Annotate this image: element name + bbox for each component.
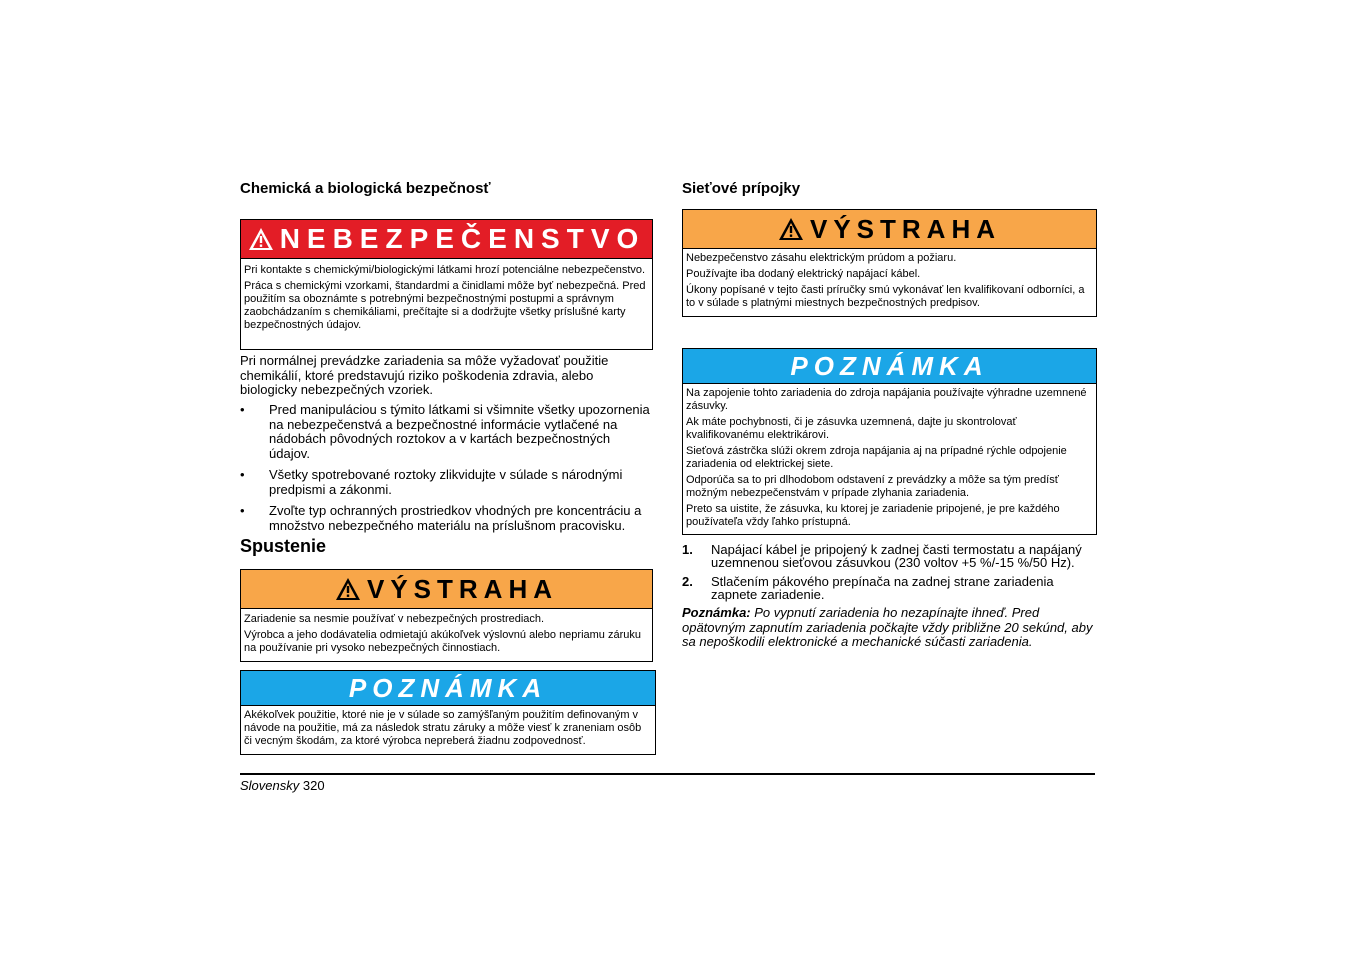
notice-box (682, 348, 1097, 535)
notice-box-line: Odporúča sa to pri dlhodobom odstavení z prevádzky a môže sa tým predísť možným nebezpečenstvám v prípade zlyhania zariadenia. (686, 474, 1059, 499)
section-heading-network: Sieťové prípojky (682, 180, 801, 197)
intro-paragraph: Pri normálnej prevádzke zariadenia sa môže vyžadovať použitie chemikálií, ktoré predstavujú riziko poškodenia zdravia, alebo biologicky nebezpečných vzoriek. (240, 353, 609, 397)
list-item (240, 403, 654, 461)
bullet-marker: • (240, 467, 245, 482)
warning-box-header (241, 570, 652, 609)
warning-box-line: Výrobca a jeho dodávatelia odmietajú akúkoľvek výslovnú alebo nepriamu záruku na používanie pri vysoko nebezpečných činnostiach. (244, 629, 641, 654)
bullet-marker: • (240, 503, 245, 518)
notice-box-title: POZNÁMKA (790, 350, 989, 381)
notice-box-line: Akékoľvek použitie, ktoré nie je v súlade so zamýšľaným použitím definovaným v návode na použitie, má za následok stratu záruky a môže viesť k zraneniam osôb či vecným škodám, za ktoré výrobca nepreberá žiadnu zodpovednosť. (244, 709, 642, 747)
danger-box (240, 219, 653, 350)
warning-triangle-icon (335, 577, 361, 601)
list-item-text: Zvoľte typ ochranných prostriedkov vhodných pre koncentráciu a množstvo nebezpečného materiálu na príslušnom pracovisku. (269, 503, 642, 533)
danger-box-line: Pri kontakte s chemickými/biologickými látkami hrozí potenciálne nebezpečenstvo. (244, 264, 646, 276)
warning-box-line: Zariadenie sa nesmie používať v nebezpečných prostrediach. (244, 613, 545, 625)
notice-box-line: Sieťová zástrčka slúži okrem zdroja napájania aj na prípadné rýchle odpojenie zariadenia od elektrickej siete. (686, 445, 1067, 470)
footer (240, 778, 325, 793)
warning-box-title: VÝSTRAHA (366, 573, 558, 604)
footer-rule (240, 773, 1095, 775)
warning-box-header (683, 210, 1096, 249)
notice-box-line: Preto sa uistite, že zásuvka, ku ktorej je zariadenie pripojené, je pre každého používateľa vždy ľahko prístupná. (686, 503, 1060, 528)
step-text: Napájací kábel je pripojený k zadnej časti termostatu a napájaný uzemnenou sieťovou zásuvkou (230 voltov +5 %/-15 %/50 Hz). (711, 542, 1082, 570)
section-heading-startup: Spustenie (240, 536, 327, 556)
list-item (240, 468, 654, 497)
step-number: 2. (682, 574, 693, 589)
note-text: Po vypnutí zariadenia ho nezapínajte ihneď. Pred opätovným zapnutím zariadenia počkajte vždy približne 20 sekúnd, aby sa nepoškodili elektronické a mechanické súčasti zariadenia. (682, 605, 1093, 649)
notice-box-line: Na zapojenie tohto zariadenia do zdroja napájania používajte výhradne uzemnené zásuvky. (686, 387, 1087, 412)
step-item (682, 543, 1096, 569)
warning-box-line: Používajte iba dodaný elektrický napájací kábel. (686, 268, 921, 280)
notice-box-header (683, 349, 1096, 384)
bullet-marker: • (240, 402, 245, 417)
warning-box-line: Úkony popísané v tejto časti príručky smú vykonávať len kvalifikovaní odborníci, a to v súlade s platnými miestnych bezpečnostných predpisov. (686, 284, 1085, 309)
danger-box-title: NEBEZPEČENSTVO (279, 223, 646, 254)
footer-page-number: 320 (302, 778, 325, 793)
steps-list (682, 543, 1096, 607)
list-item-text: Pred manipuláciou s týmito látkami si všimnite všetky upozornenia na nebezpečenstvá a bezpečnostné informácie vytlačené na nádobách pôvodných roztokov a v kartách bezpečnostných údajov. (269, 402, 650, 461)
warning-box (240, 569, 653, 662)
warning-box-title: VÝSTRAHA (809, 213, 1001, 244)
warning-box (682, 209, 1097, 317)
list-item (240, 504, 654, 533)
notice-box (240, 670, 656, 755)
danger-box-line: Práca s chemickými vzorkami, štandardmi a činidlami môže byť nebezpečná. Pred použitím sa oboznámte s potrebnými bezpečnostnými postupmi a správnym zaobchádzaním s chemikáliami, prečítajte si a dodržujte všetky príslušné karty bezpečnostných údajov. (244, 280, 646, 331)
danger-box-header (241, 220, 652, 259)
notice-box-header (241, 671, 655, 706)
warning-triangle-icon (248, 227, 274, 251)
bullet-list (240, 403, 654, 540)
warning-box-line: Nebezpečenstvo zásahu elektrickým prúdom a požiaru. (686, 252, 957, 264)
footer-language: Slovensky (240, 778, 300, 793)
notice-box-line: Ak máte pochybnosti, či je zásuvka uzemnená, dajte ju skontrolovať kvalifikovanému elektrikárovi. (686, 416, 1017, 441)
step-number: 1. (682, 542, 693, 557)
notice-box-title: POZNÁMKA (348, 672, 548, 703)
note-paragraph (682, 606, 1096, 650)
list-item-text: Všetky spotrebované roztoky zlikvidujte v súlade s národnými predpismi a zákonmi. (269, 467, 623, 497)
step-item (682, 575, 1096, 601)
warning-triangle-icon (778, 217, 804, 241)
step-text: Stlačením pákového prepínača na zadnej strane zariadenia zapnete zariadenie. (711, 574, 1054, 602)
note-label: Poznámka: (682, 605, 751, 620)
section-heading-chemical-safety: Chemická a biologická bezpečnosť (240, 180, 491, 197)
